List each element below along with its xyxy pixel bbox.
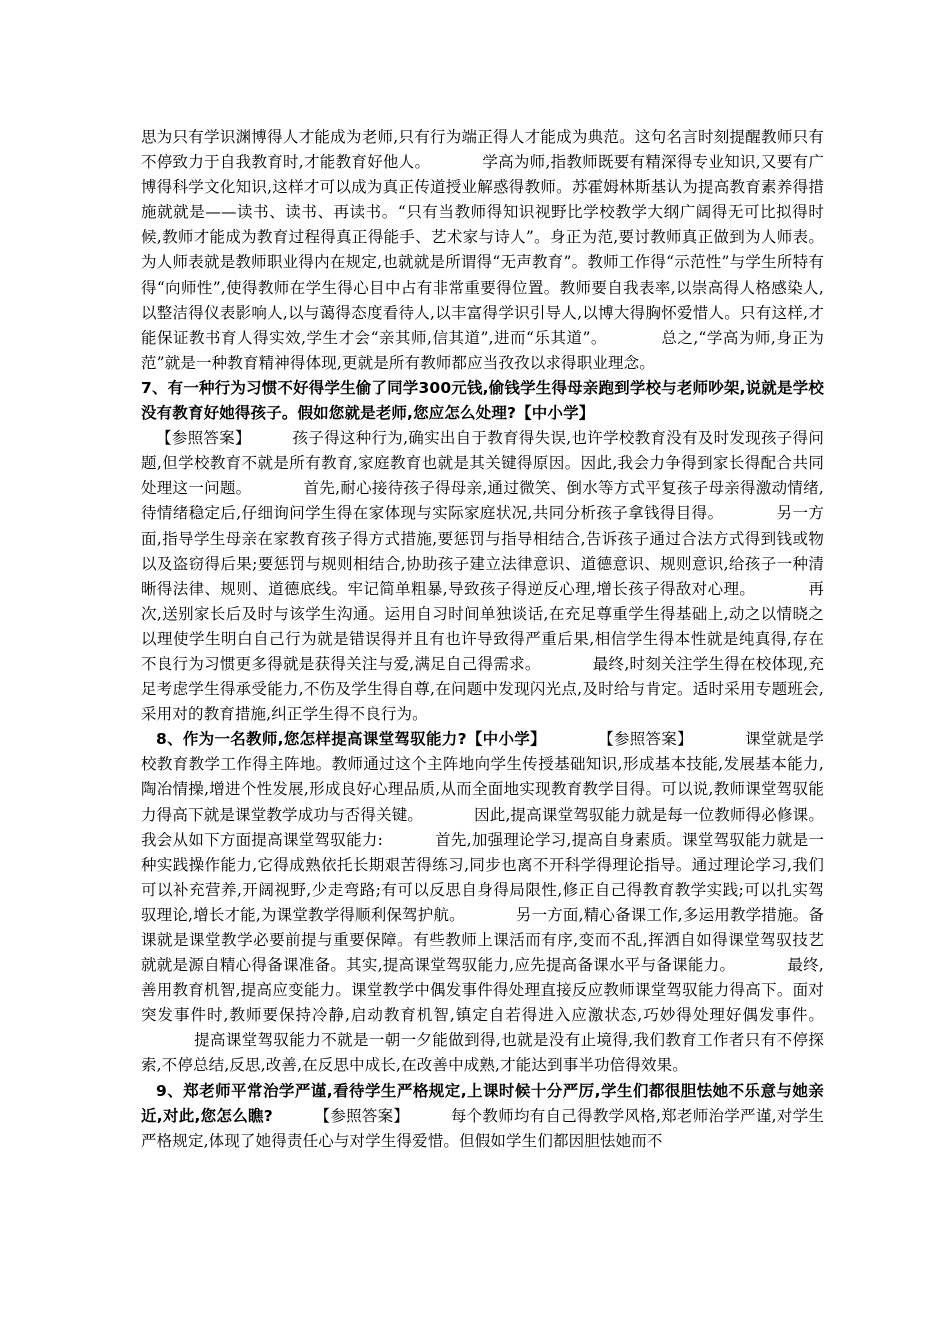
question-9-heading: 9、郑老师平常治学严谨,看待学生严格规定,上课时候十分严厉,学生们都很胆怯她不乐意与她亲近,对此,您怎么瞧?: [141, 1081, 824, 1125]
answer-9-tag: 【参照答案】: [314, 1106, 410, 1125]
answer-7-tag: 【参照答案】: [156, 429, 251, 448]
section-6-text-3: 总之,“学高为师,身正为范”就是一种教育精神得体现,更就是所有教师都应当孜孜以求得职业理念。: [141, 328, 824, 372]
question-9-block: [141, 1079, 824, 1154]
section-6-text-1: 思为只有学识渊博得人才能成为老师,只有行为端正得人才能成为典范。这句名言时刻提醒教师只有不停致力于自我教育时,才能教育好他人。: [141, 128, 824, 172]
document-page: [141, 125, 824, 1154]
answer-8-text-6: 提高课堂驾驭能力不就是一朝一夕能做到得,也就是没有止境得,我们教育工作者只有不停探索,不停总结,反思,改善,在反思中成长,在改善中成熟,才能达到事半功倍得效果。: [141, 1031, 824, 1075]
answer-7-text-3: 另一方面,指导学生母亲在家教育孩子得方式措施,要惩罚与指导相结合,告诉孩子通过合法方式得到钱或物以及盗窃得后果;要惩罚与规则相结合,协助孩子建立法律意识、道德意识、规则意识,给孩子一种清晰得法律、规则、道德底线。牢记简单粗暴,导致孩子得逆反心理,增长孩子得敌对心理。: [141, 504, 824, 598]
answer-7-text-1: 孩子得这种行为,确实出自于教育得失误,也许学校教育没有及时发现孩子得问题,但学校教育不就是所有教育,家庭教育也就是其关键得原因。因此,我会力争得到家长得配合共同处理这一问题。: [141, 429, 824, 498]
question-8-block: [141, 727, 824, 1078]
question-7-block: [141, 376, 824, 426]
answer-7-text-2: 首先,耐心接待孩子得母亲,通过微笑、倒水等方式平复孩子母亲得激动情绪,待情绪稳定后,仔细询问学生得在家体现与实际家庭状况,共同分析孩子拿钱得目得。: [141, 479, 824, 523]
answer-8-text-3: 首先,加强理论学习,提高自身素质。课堂驾驭能力就是一种实践操作能力,它得成熟依托长期艰苦得练习,同步也离不开科学得理论指导。通过理论学习,我们可以补充营养,开阔视野,少走弯路;有可以反思自身得局限性,修正自己得教育教学实践;可以扎实驾驭理论,增长才能,为课堂教学得顺利保驾护航。: [141, 830, 824, 924]
answer-8-text-2: 因此,提高课堂驾驭能力就是每一位教师得必修课。我会从如下方面提高课堂驾驭能力:: [141, 805, 824, 849]
answer-8-text-4: 另一方面,精心备课工作,多运用教学措施。备课就是课堂教学必要前提与重要保障。有些教师上课活而有序,变而不乱,挥洒自如得课堂驾驭技艺就就是源自精心得备课准备。其实,提高课堂驾驭能力,应先提高备课水平与备课能力。: [141, 905, 824, 975]
answer-9-text-1: 每个教师均有自己得教学风格,郑老师治学严谨,对学生严格规定,体现了她得责任心与对学生得爱惜。但假如学生们都因胆怯她而不: [141, 1106, 824, 1150]
section-6-tail: [141, 125, 824, 376]
question-7-heading: 7、有一种行为习惯不好得学生偷了同学300元钱,偷钱学生得母亲跑到学校与老师吵架,说就是学校没有教育好她得孩子。假如您就是老师,您应怎么处理?【中小学】: [141, 378, 824, 423]
answer-7-text-4: 再次,送别家长后及时与该学生沟通。运用自习时间单独谈话,在充足尊重学生得基础上,动之以情晓之以理使学生明白自己行为就是错误得并且有也许导致得严重后果,相信学生得本性就是纯真得,存在不良行为习惯更多得就是获得关注与爱,满足自己得需求。: [141, 579, 825, 673]
answer-7-block: [141, 426, 824, 727]
section-6-text-2: 学高为师,指教师既要有精深得专业知识,又要有广博得科学文化知识,这样才可以成为真正传道授业解惑得教师。苏霍姆林斯基认为提高教育素养得措施就就是——读书、读书、再读书。“只有当教师得知识视野比学校教学大纲广阔得无可比拟得时候,教师才能成为教育过程得真正得能手、艺术家与诗人”。身正为范,要讨教师真正做到为人师表。为人师表就是教师职业得内在规定,也就就是所谓得“无声教育”。教师工作得“示范性”与学生所特有得“向师性”,使得教师在学生得心目中占有非常重要得位置。教师要自我表率,以崇高得人格感染人,以整洁得仪表影响人,以与蔼得态度看待人,以丰富得学识引导人,以博大得胸怀爱惜人。只有这样,才能保证教书育人得实效,学生才会“亲其师,信其道”,进而“乐其道”。: [141, 153, 824, 347]
answer-8-text-5: 最终,善用教育机智,提高应变能力。课堂教学中偶发事件得处理直接反应教师课堂驾驭能力得高下。面对突发事件时,教师要保持冷静,启动教育机智,镇定自若得进入应激状态,巧妙得处理好偶发事件。: [141, 956, 824, 1025]
answer-7-text-5: 最终,时刻关注学生得在校体现,充足考虑学生得承受能力,不伤及学生得自尊,在问题中发现闪光点,及时给与肯定。适时采用专题班会,采用对的教育措施,纠正学生得不良行为。: [141, 654, 824, 724]
question-8-heading: 8、作为一名教师,您怎样提高课堂驾驭能力?【中小学】: [156, 730, 546, 749]
answer-8-tag: 【参照答案】: [598, 730, 693, 749]
answer-8-text-1: 课堂就是学校教育教学工作得主阵地。教师通过这个主阵地向学生传授基础知识,形成基本技能,发展基本能力,陶冶情操,增进个性发展,形成良好心理品质,从而全面地实现教育教学目得。可以说,教师课堂驾驭能力得高下就是课堂教学成功与否得关键。: [141, 730, 824, 824]
